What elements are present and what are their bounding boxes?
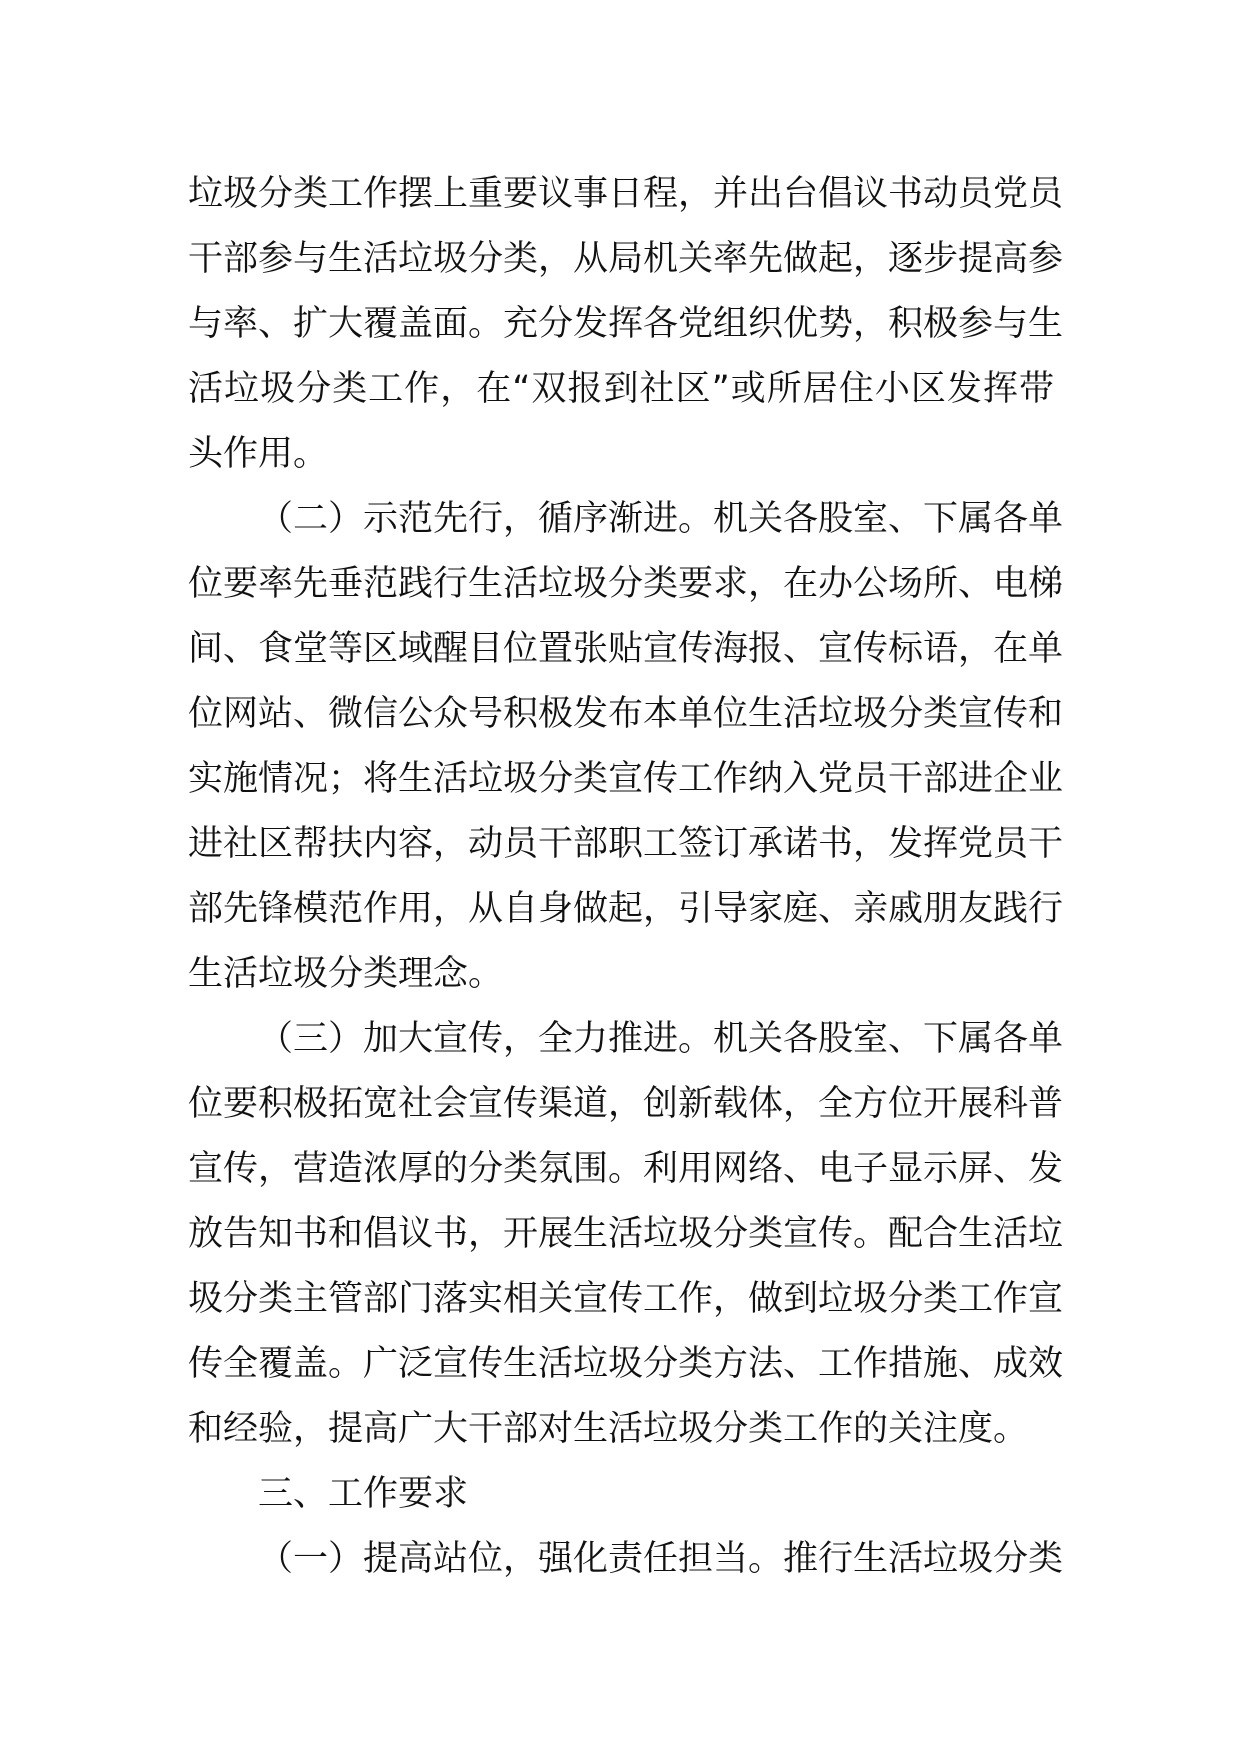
text-line: 位要率先垂范践行生活垃圾分类要求，在办公场所、电梯 xyxy=(188,564,1064,604)
paragraph-first-line: （一）提高站位，强化责任担当。推行生活垃圾分类 xyxy=(258,1539,1064,1579)
text-line: 部先锋模范作用，从自身做起，引导家庭、亲戚朋友践行 xyxy=(188,889,1064,929)
text-line: 放告知书和倡议书，开展生活垃圾分类宣传。配合生活垃 xyxy=(188,1214,1064,1254)
text-line: 宣传，营造浓厚的分类氛围。利用网络、电子显示屏、发 xyxy=(188,1149,1064,1189)
text-line: 生活垃圾分类理念。 xyxy=(188,954,504,994)
text-line: 进社区帮扶内容，动员干部职工签订承诺书，发挥党员干 xyxy=(188,824,1064,864)
text-line: 干部参与生活垃圾分类，从局机关率先做起，逐步提高参 xyxy=(188,239,1064,279)
text-line: 传全覆盖。广泛宣传生活垃圾分类方法、工作措施、成效 xyxy=(188,1344,1064,1384)
paragraph-first-line: （三）加大宣传，全力推进。机关各股室、下属各单 xyxy=(258,1019,1064,1059)
text-line: 位要积极拓宽社会宣传渠道，创新载体，全方位开展科普 xyxy=(188,1084,1064,1124)
document-body xyxy=(188,162,1064,1592)
text-line: 位网站、微信公众号积极发布本单位生活垃圾分类宣传和 xyxy=(188,694,1064,734)
paragraph-first-line: （二）示范先行，循序渐进。机关各股室、下属各单 xyxy=(258,499,1064,539)
text-line: 头作用。 xyxy=(188,434,329,474)
text-line: 和经验，提高广大干部对生活垃圾分类工作的关注度。 xyxy=(188,1409,1029,1449)
text-line: 与率、扩大覆盖面。充分发挥各党组织优势，积极参与生 xyxy=(188,304,1064,344)
text-line: 间、食堂等区域醒目位置张贴宣传海报、宣传标语，在单 xyxy=(188,629,1064,669)
text-line: 圾分类主管部门落实相关宣传工作，做到垃圾分类工作宣 xyxy=(188,1279,1064,1319)
text-line: 垃圾分类工作摆上重要议事日程，并出台倡议书动员党员 xyxy=(188,174,1064,214)
text-line: 实施情况；将生活垃圾分类宣传工作纳入党员干部进企业 xyxy=(188,759,1064,799)
text-line: 活垃圾分类工作，在“双报到社区”或所居住小区发挥带 xyxy=(188,369,1054,409)
section-heading: 三、工作要求 xyxy=(258,1474,469,1514)
